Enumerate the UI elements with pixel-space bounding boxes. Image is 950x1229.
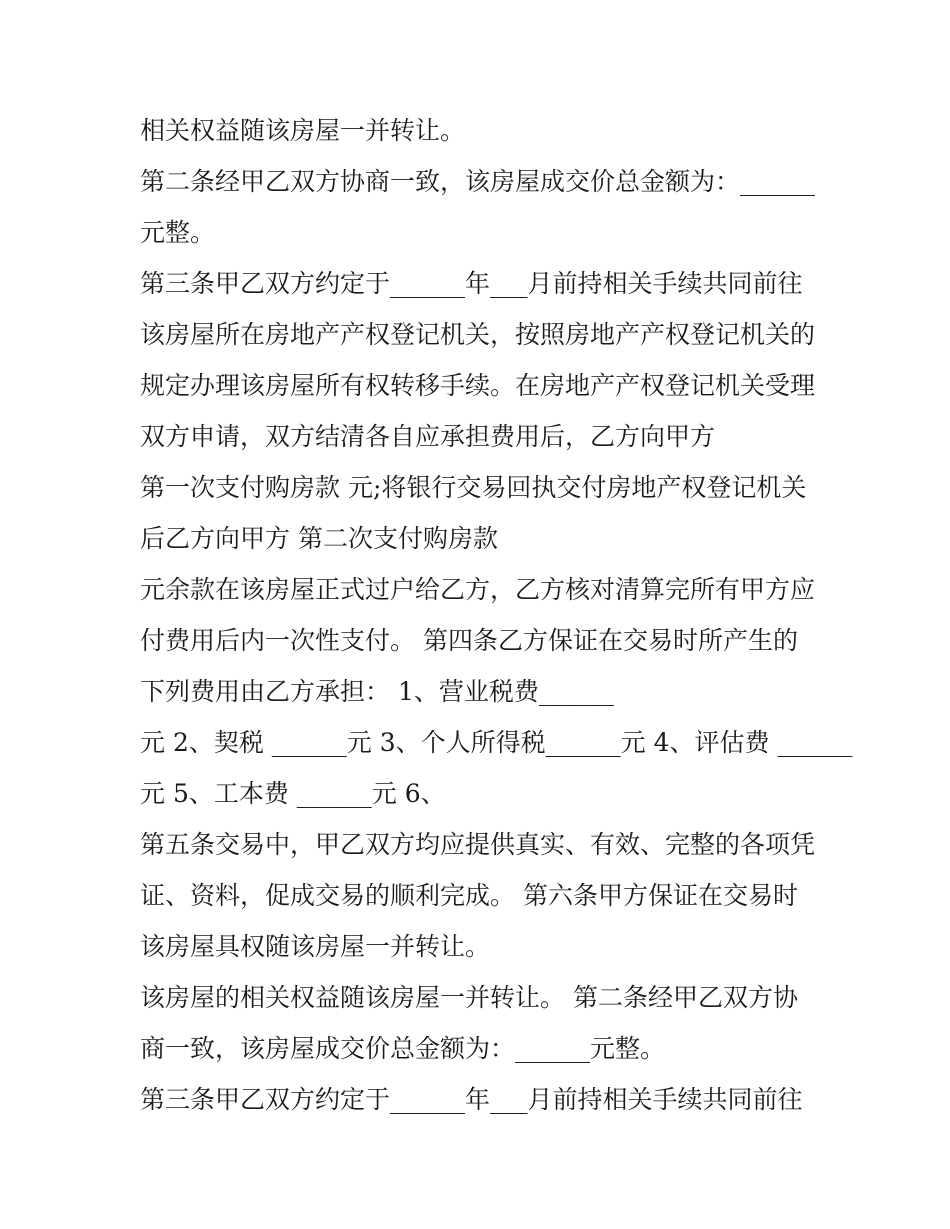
text-line: 该房屋的相关权益随该房屋一并转让。 第二条经甲乙双方协 [140,983,798,1012]
text-line: 规定办理该房屋所有权转移手续。在房地产产权登记机关受理 [140,371,816,400]
text-line: 双方申请，双方结清各自应承担费用后，乙方向甲方 [140,422,716,451]
text-line: 付费用后内一次性支付。 第四条乙方保证在交易时所产生的 [140,626,798,655]
text-line: 元余款在该房屋正式过户给乙方，乙方核对清算完所有甲方应 [140,575,816,604]
text-line: 元 2、契税 ______元 3、个人所得税______元 4、评估费 ______ [140,728,853,757]
text-line: 第三条甲乙双方约定于______年___月前持相关手续共同前往 [140,269,803,298]
text-line: 第一次支付购房款 元;将银行交易回执交付房地产权登记机关 [140,473,807,502]
text-line: 第五条交易中，甲乙双方均应提供真实、有效、完整的各项凭 [140,830,816,859]
text-line: 证、资料，促成交易的顺利完成。 第六条甲方保证在交易时 [140,881,798,910]
text-line: 元整。 [140,218,216,247]
text-line: 后乙方向甲方 第二次支付购房款 [140,524,498,553]
text-line: 商一致，该房屋成交价总金额为：______元整。 [140,1034,666,1063]
text-line: 下列费用由乙方承担： 1、营业税费______ [140,677,614,706]
text-line: 该房屋所在房地产产权登记机关，按照房地产产权登记机关的 [140,320,816,349]
text-line: 第二条经甲乙双方协商一致，该房屋成交价总金额为：______ [140,167,816,196]
text-line: 相关权益随该房屋一并转让。 [140,116,466,145]
text-line: 元 5、工本费 ______元 6、 [140,779,446,808]
document-body [140,105,853,1125]
text-line: 该房屋具权随该房屋一并转让。 [140,932,491,961]
text-line: 第三条甲乙双方约定于______年___月前持相关手续共同前往 [140,1085,803,1114]
